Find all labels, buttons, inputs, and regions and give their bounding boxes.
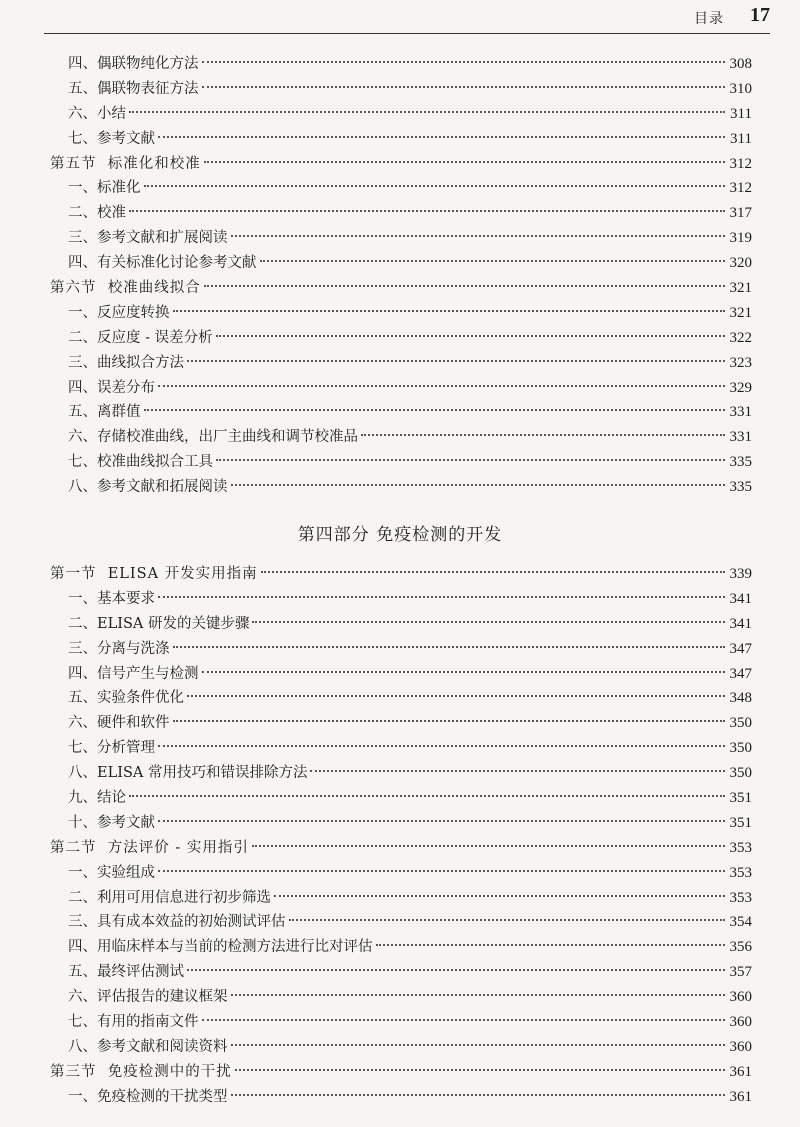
toc-entry-page: 360 <box>729 989 752 1006</box>
dot-leader <box>310 770 725 772</box>
toc-entry <box>0 301 800 326</box>
toc-entry <box>0 1035 800 1060</box>
toc-entry-title: 四、用临床样本与当前的检测方法进行比对评估 <box>68 939 373 956</box>
dot-leader <box>252 621 725 623</box>
dot-leader <box>235 1069 725 1071</box>
toc-entry <box>0 711 800 736</box>
toc-entry-title: 七、校准曲线拟合工具 <box>68 454 213 471</box>
dot-leader <box>274 895 725 897</box>
toc-entry-page: 321 <box>729 280 752 297</box>
dot-leader <box>129 111 725 113</box>
dot-leader <box>231 484 726 486</box>
toc-entry-title: 一、反应度转换 <box>68 304 170 321</box>
toc-section-entry <box>0 152 800 177</box>
toc-entry-title: 四、偶联物纯化方法 <box>68 56 199 72</box>
toc-entry-title: 一、基本要求 <box>68 590 155 607</box>
toc-entry-page: 341 <box>729 615 752 632</box>
toc-entry-page: 339 <box>729 566 752 582</box>
dot-leader <box>231 1094 726 1096</box>
toc-entry-page: 354 <box>729 914 752 931</box>
dot-leader <box>144 185 726 187</box>
toc-entry-title: 六、评估报告的建议框架 <box>68 989 228 1006</box>
toc-entry-page: 348 <box>729 690 752 707</box>
toc-entry-title: 二、校准 <box>68 205 126 222</box>
toc-entry-page: 320 <box>729 255 752 272</box>
toc-entry <box>0 226 800 251</box>
toc-entry-page: 331 <box>729 429 752 446</box>
toc-entry-title: 八、参考文献和拓展阅读 <box>68 479 228 496</box>
toc-entry-title: 五、实验条件优化 <box>68 690 184 707</box>
toc-entry <box>0 960 800 985</box>
toc-entry-page: 308 <box>729 56 752 72</box>
toc-entry <box>0 612 800 637</box>
toc-entry-page: 321 <box>729 304 752 321</box>
toc-entry-page: 361 <box>729 1088 752 1105</box>
toc-entry <box>0 637 800 662</box>
dot-leader <box>231 235 726 237</box>
dot-leader <box>158 745 725 747</box>
toc-entry-title: 一、标准化 <box>68 180 141 197</box>
dot-leader <box>216 459 725 461</box>
toc-entry-page: 323 <box>729 354 752 371</box>
toc-entry <box>0 127 800 152</box>
toc-section-entry <box>0 836 800 861</box>
toc-entry <box>0 587 800 612</box>
toc-entry <box>0 450 800 475</box>
dot-leader <box>260 260 726 262</box>
toc-entry <box>0 662 800 687</box>
toc-entry-title: 八、参考文献和阅读资料 <box>68 1038 228 1055</box>
toc-entry-title: 二、利用可用信息进行初步筛选 <box>68 889 271 906</box>
toc-entry <box>0 251 800 276</box>
dot-leader <box>202 61 726 63</box>
toc-entry-page: 322 <box>729 329 752 346</box>
part-heading: 第四部分 免疫检测的开发 <box>297 525 503 545</box>
toc-entry-page: 350 <box>729 765 752 782</box>
toc-entry-title: 三、曲线拟合方法 <box>68 354 184 371</box>
toc-entry-page: 360 <box>729 1014 752 1031</box>
toc-entry-title: 二、反应度 - 误差分析 <box>68 329 213 346</box>
dot-leader <box>158 820 725 822</box>
toc-section-entry <box>0 562 800 587</box>
toc-entry-page: 347 <box>729 665 752 682</box>
toc-entry-title: 八、ELISA 常用技巧和错误排除方法 <box>68 765 308 782</box>
toc-entry <box>0 77 800 102</box>
dot-leader <box>361 434 725 436</box>
toc-entry <box>0 425 800 450</box>
toc-entry-title: 七、有用的指南文件 <box>68 1014 199 1031</box>
toc-entry-title: 第五节 标准化和校准 <box>50 155 201 172</box>
toc-entry-page: 312 <box>729 180 752 197</box>
toc-entry <box>0 326 800 351</box>
dot-leader <box>158 385 725 387</box>
toc-entry-title: 三、分离与洗涤 <box>68 640 170 657</box>
dot-leader <box>129 210 725 212</box>
toc-entry-page: 311 <box>730 130 752 147</box>
toc-entry-title: 四、误差分布 <box>68 379 155 396</box>
dot-leader <box>231 994 726 996</box>
toc-entry-page: 310 <box>729 80 752 97</box>
dot-leader <box>158 136 725 138</box>
toc-entry <box>0 786 800 811</box>
toc-entry <box>0 351 800 376</box>
dot-leader <box>216 335 725 337</box>
toc-entry <box>0 886 800 911</box>
running-head-section: 目录 <box>694 11 724 27</box>
dot-leader <box>173 310 726 312</box>
toc-entry <box>0 475 800 500</box>
toc-entry-page: 356 <box>729 939 752 956</box>
toc-entry-page: 351 <box>729 790 752 807</box>
toc-entry <box>0 935 800 960</box>
toc-entry <box>0 686 800 711</box>
dot-leader <box>202 86 726 88</box>
dot-leader <box>187 695 725 697</box>
toc-entry <box>0 52 800 77</box>
toc-list-top <box>0 52 800 500</box>
toc-entry-title: 三、具有成本效益的初始测试评估 <box>68 914 286 931</box>
toc-entry-title: 一、免疫检测的干扰类型 <box>68 1088 228 1105</box>
toc-entry-page: 353 <box>729 889 752 906</box>
dot-leader <box>158 870 725 872</box>
dot-leader <box>252 845 725 847</box>
toc-entry-title: 四、有关标准化讨论参考文献 <box>68 255 257 272</box>
dot-leader <box>173 720 726 722</box>
running-head-page-number: 17 <box>750 4 770 26</box>
toc-entry-page: 350 <box>729 740 752 757</box>
toc-entry <box>0 201 800 226</box>
dot-leader <box>261 571 725 573</box>
dot-leader <box>158 596 725 598</box>
toc-entry <box>0 102 800 127</box>
toc-list-bottom <box>0 562 800 1110</box>
dot-leader <box>187 969 725 971</box>
toc-entry-page: 353 <box>729 864 752 881</box>
toc-entry-title: 二、ELISA 研发的关键步骤 <box>68 615 250 632</box>
toc-entry <box>0 176 800 201</box>
toc-entry <box>0 1010 800 1035</box>
toc-entry-title: 六、硬件和软件 <box>68 715 170 732</box>
toc-entry-page: 335 <box>729 479 752 496</box>
dot-leader <box>231 1044 726 1046</box>
toc-entry-title: 六、小结 <box>68 105 126 122</box>
toc-entry <box>0 761 800 786</box>
toc-entry-title: 第二节 方法评价 - 实用指引 <box>50 839 249 856</box>
toc-entry-page: 341 <box>729 590 752 607</box>
toc-entry-page: 312 <box>729 155 752 172</box>
dot-leader <box>204 285 725 287</box>
toc-entry <box>0 861 800 886</box>
toc-section-entry <box>0 276 800 301</box>
toc-entry-title: 十、参考文献 <box>68 814 155 831</box>
toc-section-entry <box>0 1060 800 1085</box>
toc-entry-page: 329 <box>729 379 752 396</box>
dot-leader <box>376 944 726 946</box>
toc-entry-page: 353 <box>729 839 752 856</box>
toc-entry-page: 319 <box>729 230 752 247</box>
toc-entry-title: 六、存储校准曲线，出厂主曲线和调节校准品 <box>68 429 358 446</box>
toc-entry-title: 七、参考文献 <box>68 130 155 147</box>
toc-entry <box>0 985 800 1010</box>
header-rule <box>44 33 770 34</box>
toc-entry-title: 第一节 ELISA 开发实用指南 <box>50 566 258 582</box>
dot-leader <box>144 409 726 411</box>
toc-entry <box>0 910 800 935</box>
toc-entry-title: 五、离群值 <box>68 404 141 421</box>
toc-entry-page: 357 <box>729 964 752 981</box>
toc-entry-title: 四、信号产生与检测 <box>68 665 199 682</box>
toc-entry-title: 七、分析管理 <box>68 740 155 757</box>
toc-entry-page: 311 <box>730 105 752 122</box>
dot-leader <box>289 919 726 921</box>
toc-entry-title: 第三节 免疫检测中的干扰 <box>50 1063 232 1080</box>
toc-entry <box>0 736 800 761</box>
page-header <box>0 0 800 40</box>
toc-entry-title: 九、结论 <box>68 790 126 807</box>
dot-leader <box>173 646 726 648</box>
toc-entry-page: 351 <box>729 814 752 831</box>
dot-leader <box>204 161 725 163</box>
toc-entry-page: 331 <box>729 404 752 421</box>
toc-entry-page: 360 <box>729 1038 752 1055</box>
toc-entry-title: 第六节 校准曲线拟合 <box>50 280 201 297</box>
toc-entry-page: 350 <box>729 715 752 732</box>
toc-entry-title: 五、最终评估测试 <box>68 964 184 981</box>
toc-entry-title: 五、偶联物表征方法 <box>68 80 199 97</box>
toc-entry <box>0 400 800 425</box>
toc-entry-page: 317 <box>729 205 752 222</box>
dot-leader <box>187 360 725 362</box>
toc-entry <box>0 1085 800 1110</box>
dot-leader <box>202 1019 726 1021</box>
toc-entry <box>0 811 800 836</box>
toc-entry-title: 一、实验组成 <box>68 864 155 881</box>
toc-entry-title: 三、参考文献和扩展阅读 <box>68 230 228 247</box>
toc-entry-page: 347 <box>729 640 752 657</box>
dot-leader <box>202 671 726 673</box>
toc-entry-page: 361 <box>729 1063 752 1080</box>
dot-leader <box>129 795 725 797</box>
toc-entry <box>0 376 800 401</box>
toc-entry-page: 335 <box>729 454 752 471</box>
